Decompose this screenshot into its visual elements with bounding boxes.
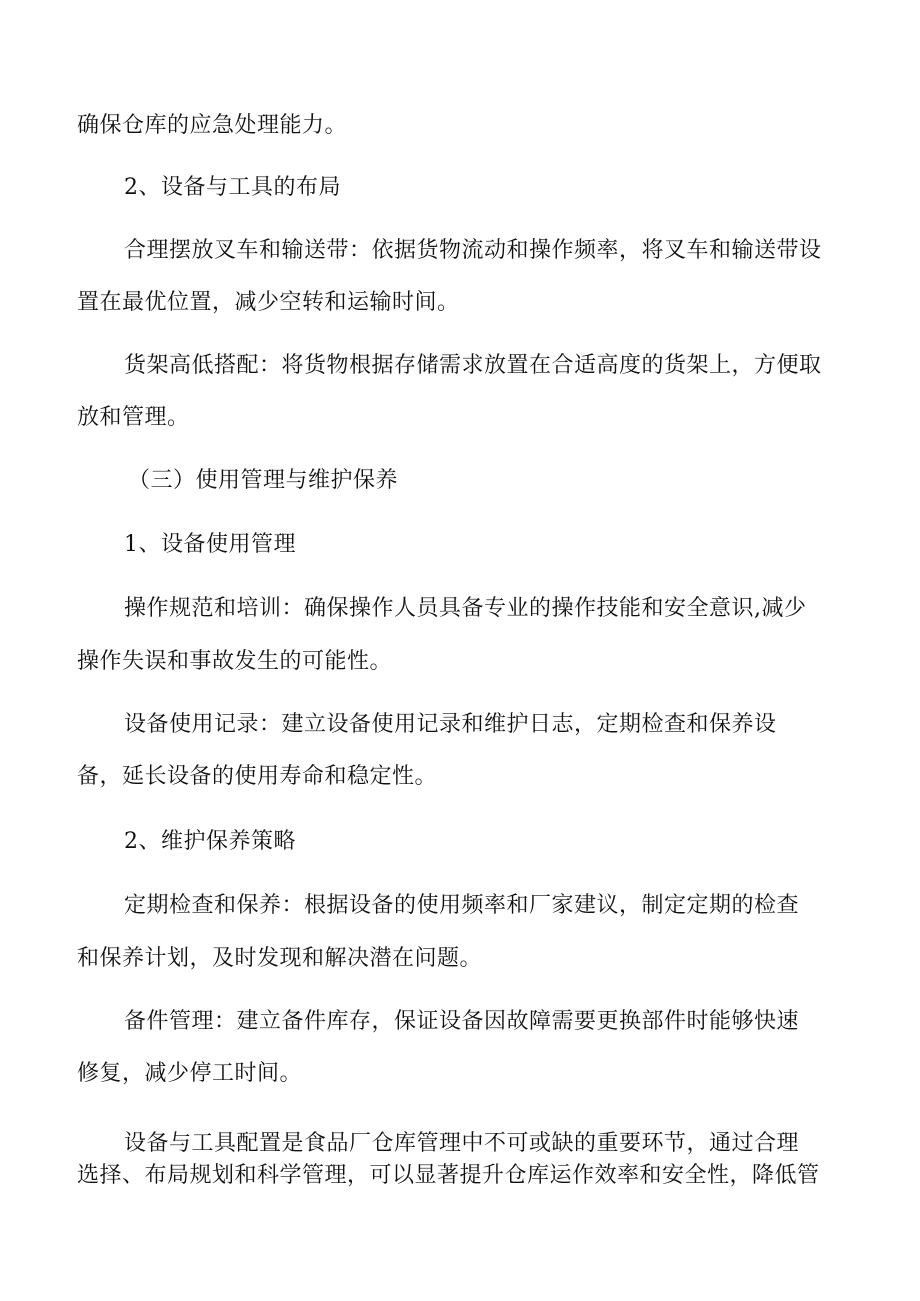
paragraph-line: 定期检查和保养：根据设备的使用频率和厂家建议，制定定期的检查 [124,893,800,918]
paragraph-line: 和保养计划，及时发现和解决潜在问题。 [77,946,483,971]
paragraph-line: 备，延长设备的使用寿命和稳定性。 [77,764,438,789]
section-heading: 2、设备与工具的布局 [124,175,341,200]
paragraph-line: 置在最优位置，减少空转和运输时间。 [77,290,460,315]
paragraph-line: 确保仓库的应急处理能力。 [77,113,348,138]
paragraph-line: 货架高低搭配：将货物根据存储需求放置在合适高度的货架上，方便取 [124,353,822,378]
paragraph-line: 设备与工具配置是食品厂仓库管理中不可或缺的重要环节，通过合理 [124,1131,800,1156]
paragraph-line: 选择、布局规划和科学管理，可以显著提升仓库运作效率和安全性，降低管 [77,1163,820,1188]
section-heading: （三）使用管理与维护保养 [128,468,399,493]
paragraph-line: 合理摆放叉车和输送带：依据货物流动和操作频率，将叉车和输送带设 [124,238,822,263]
section-heading: 2、维护保养策略 [124,829,296,854]
paragraph-line: 操作规范和培训：确保操作人员具备专业的操作技能和安全意识,减少 [124,596,807,621]
paragraph-line: 操作失误和事故发生的可能性。 [77,649,393,674]
section-heading: 1、设备使用管理 [124,532,296,557]
paragraph-line: 备件管理：建立备件库存，保证设备因故障需要更换部件时能够快速 [124,1009,800,1034]
paragraph-line: 设备使用记录：建立设备使用记录和维护日志，定期检查和保养设 [124,712,777,737]
paragraph-line: 修复，减少停工时间。 [77,1061,303,1086]
paragraph-line: 放和管理。 [77,405,190,430]
